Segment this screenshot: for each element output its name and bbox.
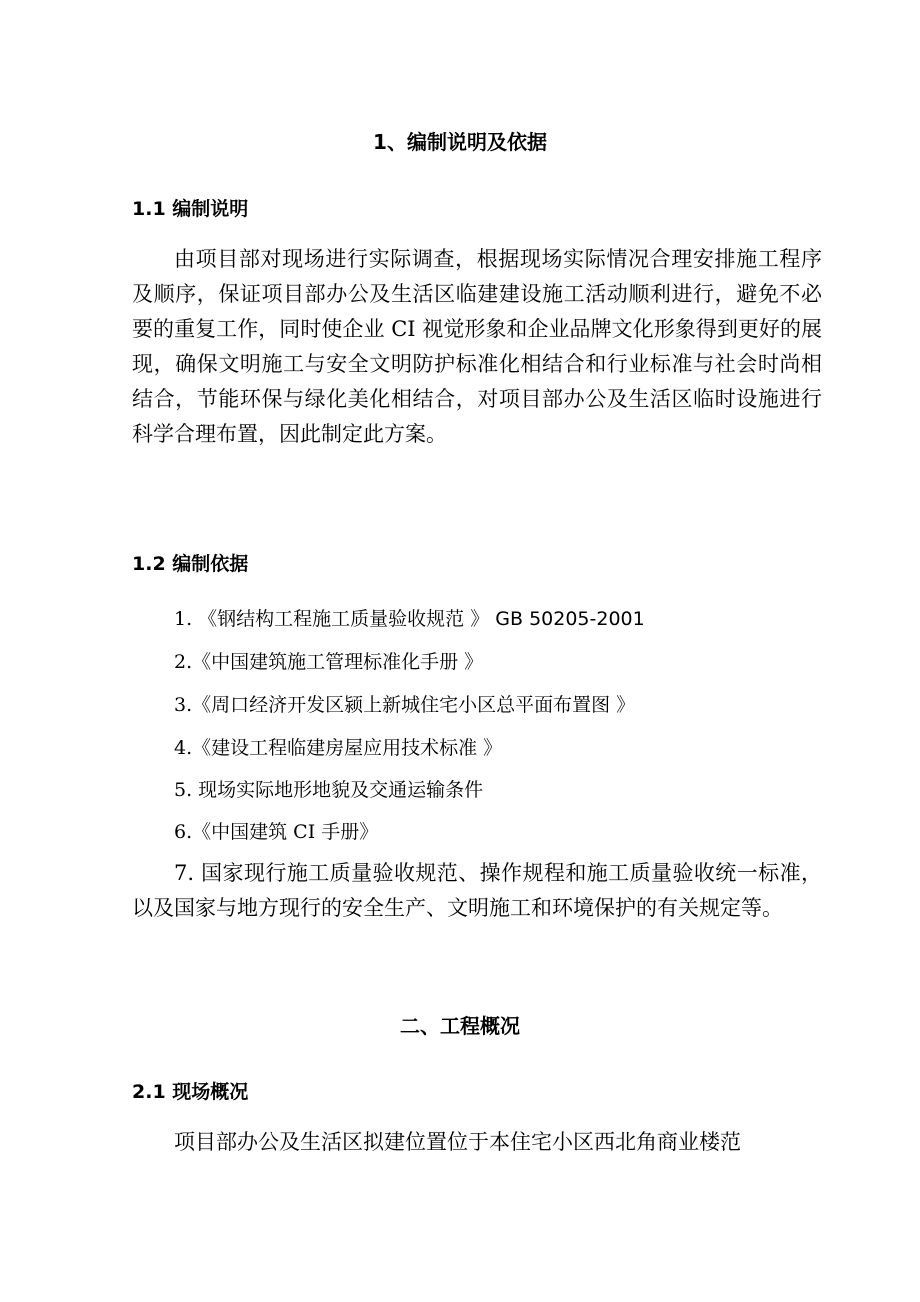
section-1-title: 1、编制说明及依据 (373, 130, 547, 154)
subsection-2-1-paragraph: 项目部办公及生活区拟建位置位于本住宅小区西北角商业楼范 (174, 1130, 741, 1154)
basis-item-6: 6.《中国建筑 CI 手册》 (174, 821, 379, 843)
subsection-1-2-title: 1.2 编制依据 (132, 553, 249, 575)
basis-item-1-code: GB 50205-2001 (495, 608, 645, 630)
basis-item-3: 3.《周口经济开发区颍上新城住宅小区总平面布置图 》 (174, 694, 636, 716)
basis-item-2: 2.《中国建筑施工管理标准化手册 》 (174, 651, 484, 673)
basis-item-7: 7. 国家现行施工质量验收规范、操作规程和施工质量验收统一标准，以及国家与地方现行的安全生产、文明施工和环境保护的有关规定等。 (132, 861, 822, 920)
subsection-1-1-title: 1.1 编制说明 (132, 198, 249, 220)
basis-item-1-text: 1. 《钢结构工程施工质量验收规范 》 (174, 608, 490, 630)
basis-item-5: 5. 现场实际地形地貌及交通运输条件 (174, 779, 484, 801)
subsection-1-1-paragraph: 由项目部对现场进行实际调查，根据现场实际情况合理安排施工程序及顺序，保证项目部办公及生活区临建建设施工活动顺利进行，避免不必要的重复工作，同时使企业 CI 视觉形象和企业品牌文化形象得到更好的展现，确保文明施工与安全文明防护标准化相结合和行业标准与社会时尚相结合，节能环保与绿化美化相结合，对项目部办公及生活区临时设施进行科学合理布置，因此制定此方案。 (132, 247, 822, 446)
section-2-title: 二、工程概况 (400, 1014, 520, 1038)
basis-item-1 (174, 605, 645, 633)
subsection-2-1-title: 2.1 现场概况 (132, 1081, 249, 1103)
basis-item-4: 4.《建设工程临建房屋应用技术标准 》 (174, 737, 503, 759)
